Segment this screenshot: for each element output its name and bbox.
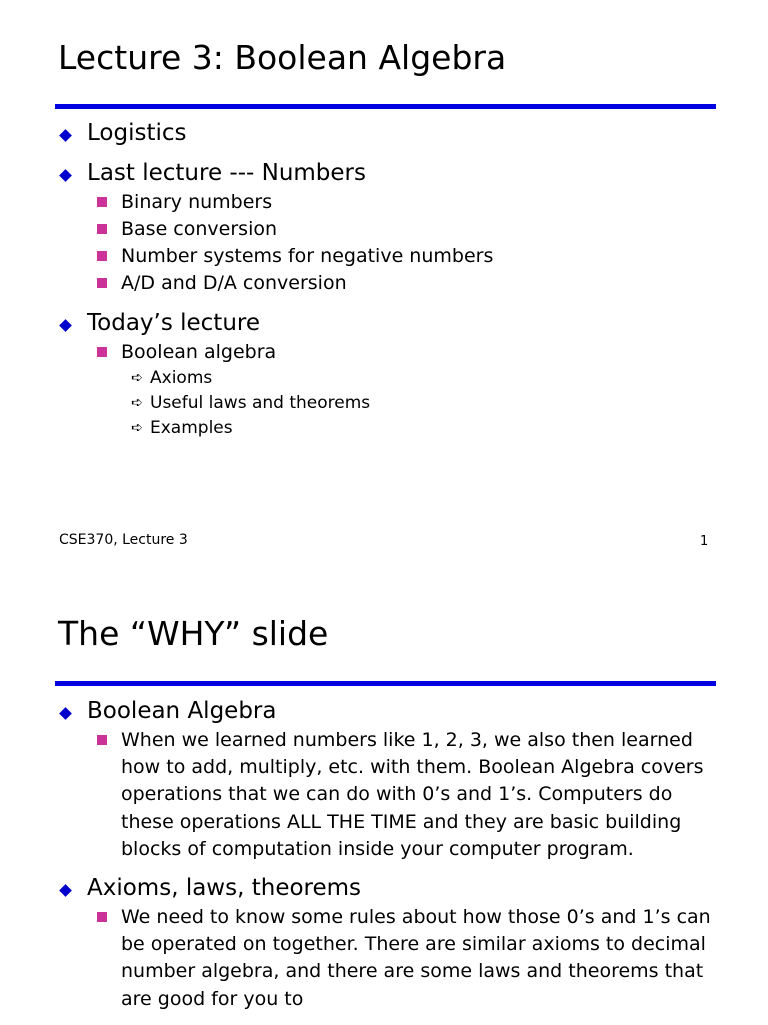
sub-bullet-list — [87, 904, 718, 1013]
list-item — [87, 727, 718, 863]
page-number: 1 — [700, 534, 709, 549]
bullet-text: Last lecture --- Numbers — [87, 160, 366, 186]
list-item — [58, 120, 718, 147]
diamond-bullet-icon — [59, 884, 72, 897]
bullet-text: Boolean Algebra — [87, 698, 277, 724]
sub-bullet-list — [87, 189, 718, 297]
diamond-bullet-icon — [59, 129, 72, 142]
slide-2 — [0, 578, 768, 1024]
bullet-text: Base conversion — [121, 218, 278, 240]
arrow-bullet-icon: ➪ — [131, 370, 143, 386]
bullet-text: Logistics — [87, 120, 187, 146]
bullet-text: Examples — [150, 418, 233, 438]
square-bullet-icon — [97, 735, 107, 745]
diamond-bullet-icon — [59, 707, 72, 720]
bullet-text: Axioms, laws, theorems — [87, 875, 362, 902]
square-bullet-icon — [97, 224, 107, 234]
list-item — [58, 160, 718, 297]
sub-bullet-list — [87, 339, 718, 441]
square-bullet-icon — [97, 347, 107, 357]
list-item — [121, 416, 718, 441]
square-bullet-icon — [97, 278, 107, 288]
slide-footer: CSE370, Lecture 3 — [59, 532, 188, 548]
bullet-text: Axioms — [150, 368, 213, 388]
sub-sub-bullet-list — [121, 366, 718, 441]
square-bullet-icon — [97, 197, 107, 207]
list-item — [121, 366, 718, 391]
sub-bullet-list — [87, 727, 718, 863]
list-item — [87, 339, 718, 441]
list-item — [87, 243, 718, 270]
bullet-list — [58, 698, 718, 1013]
bullet-text: Number systems for negative numbers — [121, 245, 494, 267]
title-rule — [55, 681, 716, 686]
slide-title: Lecture 3: Boolean Algebra — [58, 38, 507, 77]
list-item — [58, 698, 718, 863]
bullet-list — [58, 120, 718, 441]
bullet-text: Today’s lecture — [87, 310, 261, 336]
list-item — [121, 391, 718, 416]
list-item — [58, 875, 718, 1013]
bullet-text: When we learned numbers like 1, 2, 3, we also then learned how to add, multiply, etc. with them. Boolean Algebra covers operations that we can do with 0’s and 1’s. Computers do these operations ALL THE TIME and they are basic building blocks of computation inside your computer program. — [121, 729, 704, 860]
bullet-text: We need to know some rules about how those 0’s and 1’s can be operated on together. There are similar axioms to decimal number algebra, and there are some laws and theorems that are good for you to — [121, 906, 711, 1010]
arrow-bullet-icon: ➪ — [131, 395, 143, 411]
square-bullet-icon — [97, 912, 107, 922]
bullet-text: Useful laws and theorems — [150, 393, 371, 413]
square-bullet-icon — [97, 251, 107, 261]
slide-title: The “WHY” slide — [58, 614, 329, 653]
list-item — [58, 310, 718, 441]
slide-content — [58, 698, 718, 1025]
title-rule — [55, 104, 716, 109]
bullet-text: Boolean algebra — [121, 341, 277, 363]
list-item — [87, 270, 718, 297]
bullet-text: Binary numbers — [121, 191, 273, 213]
arrow-bullet-icon: ➪ — [131, 420, 143, 436]
bullet-text: A/D and D/A conversion — [121, 272, 347, 294]
list-item — [87, 216, 718, 243]
diamond-bullet-icon — [59, 319, 72, 332]
list-item — [87, 904, 718, 1013]
slide-content — [58, 120, 718, 454]
diamond-bullet-icon — [59, 169, 72, 182]
list-item — [87, 189, 718, 216]
